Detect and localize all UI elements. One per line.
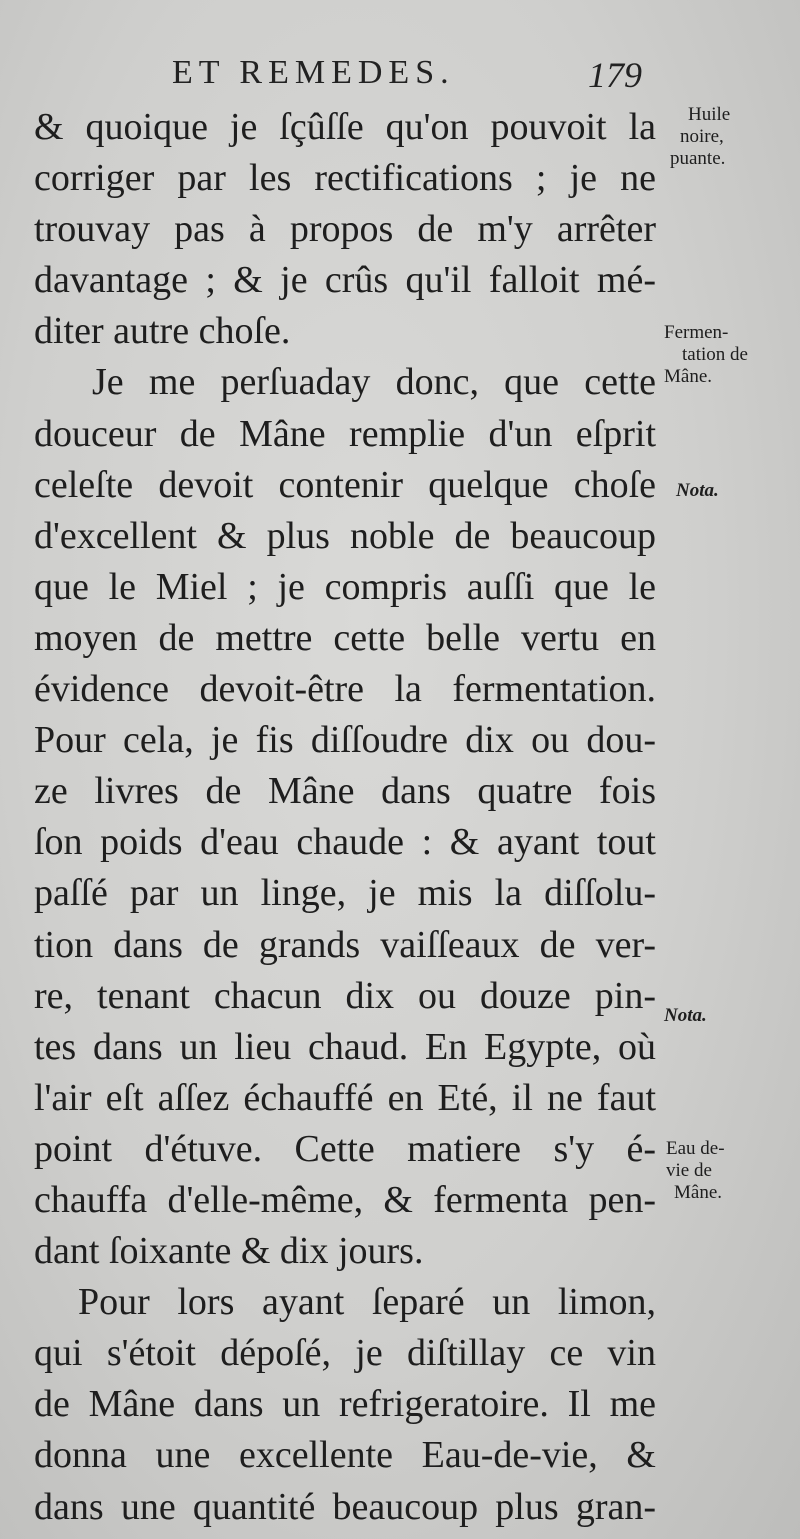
text-line: trouvay pas à propos de m'y arrêter bbox=[34, 208, 656, 251]
text-line: douceur de Mâne remplie d'un eſprit bbox=[34, 412, 656, 455]
margin-note-fermentation: Fermen- tation de Mâne. bbox=[664, 322, 748, 387]
text-line: de Mâne dans un refrigeratoire. Il me bbox=[34, 1383, 656, 1426]
text-line: tion dans de grands vaiſſeaux de ver- bbox=[34, 923, 656, 966]
margin-note-eau-de-vie: Eau de- vie de Mâne. bbox=[666, 1138, 725, 1203]
text-line: ſon poids d'eau chaude : & ayant tout bbox=[34, 821, 656, 864]
text-line: Pour cela, je fis diſſoudre dix ou dou- bbox=[34, 719, 656, 762]
text-line: évidence devoit-être la fermentation. bbox=[34, 668, 656, 711]
margin-note-nota: Nota. bbox=[676, 480, 719, 501]
text-line: moyen de mettre cette belle vertu en bbox=[34, 616, 656, 659]
text-line: & quoique je ſçûſſe qu'on pouvoit la bbox=[34, 106, 656, 148]
body-text bbox=[34, 102, 656, 1533]
text-line: point d'étuve. Cette matiere s'y é- bbox=[34, 1127, 656, 1170]
text-line: corriger par les rectifications ; je ne bbox=[34, 157, 656, 200]
text-line: dans une quantité beaucoup plus gran- bbox=[34, 1485, 656, 1528]
margin-note-huile: Huile noire, puante. bbox=[670, 104, 731, 169]
text-line: re, tenant chacun dix ou douze pin- bbox=[34, 974, 656, 1017]
margin-note-nota: Nota. bbox=[664, 1005, 707, 1026]
text-line: chauffa d'elle-même, & fermenta pen- bbox=[34, 1178, 656, 1221]
page-header bbox=[0, 54, 800, 94]
text-line: l'air eſt aſſez échauffé en Eté, il ne faut bbox=[34, 1076, 656, 1119]
page-number: 179 bbox=[588, 55, 642, 95]
text-line: Je me perſuaday donc, que cette bbox=[92, 361, 656, 404]
text-line: diter autre choſe. bbox=[34, 310, 291, 353]
text-line: qui s'étoit dépoſé, je diſtillay ce vin bbox=[34, 1332, 656, 1375]
text-line: Pour lors ayant ſeparé un limon, bbox=[78, 1281, 656, 1324]
text-line: donna une excellente Eau-de-vie, & bbox=[34, 1434, 656, 1477]
text-line: tes dans un lieu chaud. En Egypte, où bbox=[34, 1025, 656, 1068]
text-line: davantage ; & je crûs qu'il falloit mé- bbox=[34, 259, 656, 302]
text-line: que le Miel ; je compris auſſi que le bbox=[34, 565, 656, 608]
running-head: ET REMEDES. bbox=[172, 54, 455, 91]
text-line: celeſte devoit contenir quelque choſe bbox=[34, 463, 656, 506]
text-line: dant ſoixante & dix jours. bbox=[34, 1230, 424, 1273]
text-line: paſſé par un linge, je mis la diſſolu- bbox=[34, 872, 656, 915]
text-line: d'excellent & plus noble de beaucoup bbox=[34, 514, 656, 557]
text-line: ze livres de Mâne dans quatre fois bbox=[34, 770, 656, 813]
